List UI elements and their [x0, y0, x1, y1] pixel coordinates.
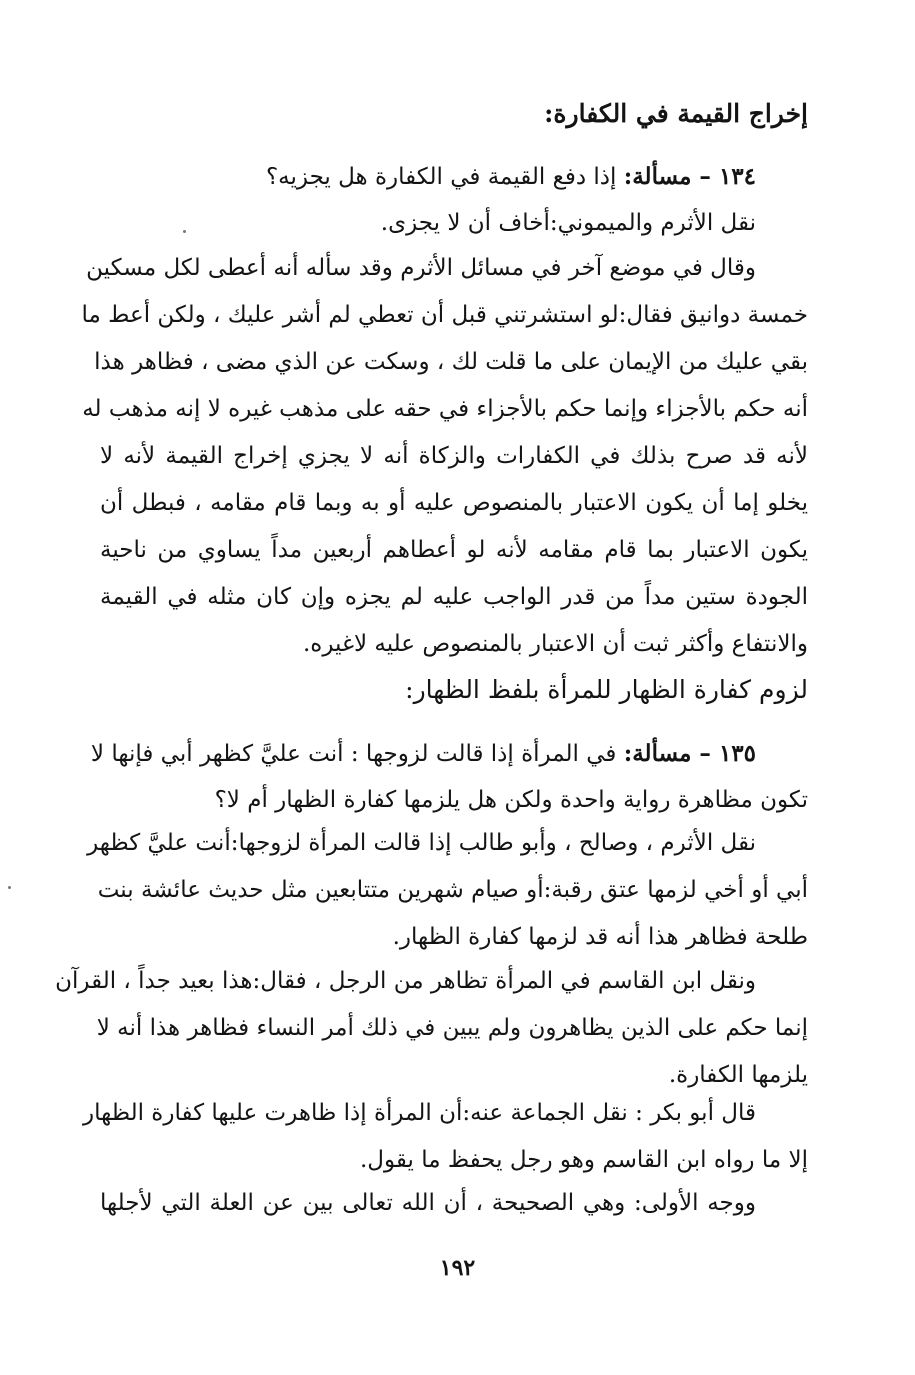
paragraph-line: يخلو إما أن يكون الاعتبار بالمنصوص عليه أو به وبما قام مقامه ، فبطل أن: [100, 490, 808, 516]
paragraph-line: خمسة دوانيق فقال:لو استشرتني قبل أن تعطي لم أشر عليك ، ولكن أعط ما: [81, 302, 808, 328]
section-heading-value-in-expiation: [100, 90, 808, 138]
heading-text: لزوم كفارة الظهار للمرأة بلفظ الظهار:: [405, 675, 808, 704]
question-line: [90, 730, 808, 777]
paragraph-line: الجودة ستين مداً من قدر الواجب عليه لم يجزه وإن كان مثله في القيمة: [100, 584, 808, 610]
paragraph-line: إنما حكم على الذين يظاهرون ولم يبين في ذلك أمر النساء فظاهر هذا أنه لا: [96, 1015, 808, 1041]
paragraph-line: يلزمها الكفارة.: [668, 1062, 808, 1088]
question-134: [100, 153, 808, 247]
paragraph-line: يكون الاعتبار بما قام مقامه لأنه لو أعطاهم أربعين مداً يساوي من ناحية: [100, 537, 808, 563]
paragraph-line: أنه حكم بالأجزاء وإنما حكم بالأجزاء في حقه على مذهب غيره لا إنه مذهب له: [82, 396, 808, 422]
question-line: تكون مظاهرة رواية واحدة ولكن هل يلزمها كفارة الظهار أم لا؟: [214, 787, 808, 813]
scan-speck: [8, 886, 11, 889]
page-number: ١٩٢: [439, 1255, 476, 1281]
paragraph-line: أبي أو أخي لزمها عتق رقبة:أو صيام شهرين متتابعين مثل حديث عائشة بنت: [97, 877, 808, 903]
paragraph-135d: [100, 1180, 808, 1227]
question-line: [100, 153, 808, 200]
scan-speck: [183, 230, 186, 233]
paragraph-135a: [87, 820, 808, 961]
heading-text: إخراج القيمة في الكفارة:: [544, 99, 808, 128]
question-135: [90, 730, 808, 824]
paragraph-line: وقال في موضع آخر في مسائل الأثرم وقد سأله أنه أعطى لكل مسكين: [86, 255, 756, 281]
paragraph-line: نقل الأثرم ، وصالح ، وأبو طالب إذا قالت المرأة لزوجها:أنت عليَّ كظهر: [87, 830, 756, 856]
paragraph-line: إلا ما رواه ابن القاسم وهو رجل يحفظ ما يقول.: [359, 1147, 808, 1173]
paragraph-line: ووجه الأولى: وهي الصحيحة ، أن الله تعالى بين عن العلة التي لأجلها: [100, 1190, 756, 1216]
narration-line: نقل الأثرم والميموني:أخاف أن لا يجزى.: [380, 210, 756, 236]
question-number: ١٣٥ – مسألة:: [623, 740, 756, 767]
question-number: ١٣٤ – مسألة:: [623, 163, 756, 190]
paragraph-line: والانتفاع وأكثر ثبت أن الاعتبار بالمنصوص عليه لاغيره.: [302, 631, 808, 657]
paragraph-line: لأنه قد صرح بذلك في الكفارات والزكاة أنه لا يجزي إخراج القيمة لأنه لا: [100, 443, 808, 469]
paragraph-line: طلحة فظاهر هذا أنه قد لزمها كفارة الظهار.: [392, 924, 808, 950]
section-heading-zihar: [100, 666, 808, 714]
paragraph-line: ونقل ابن القاسم في المرأة تظاهر من الرجل ، فقال:هذا بعيد جداً ، القرآن: [55, 968, 756, 994]
paragraph-135c: [83, 1090, 808, 1184]
paragraph-134: [81, 245, 808, 668]
paragraph-135b: [55, 958, 808, 1099]
question-text: إذا دفع القيمة في الكفارة هل يجزيه؟: [265, 164, 617, 190]
paragraph-line: بقي عليك من الإيمان على ما قلت لك ، وسكت عن الذي مضى ، فظاهر هذا: [94, 349, 808, 375]
question-text: في المرأة إذا قالت لزوجها : أنت عليَّ كظهر أبي فإنها لا: [90, 741, 617, 767]
paragraph-line: قال أبو بكر : نقل الجماعة عنه:أن المرأة إذا ظاهرت عليها كفارة الظهار: [83, 1100, 756, 1126]
